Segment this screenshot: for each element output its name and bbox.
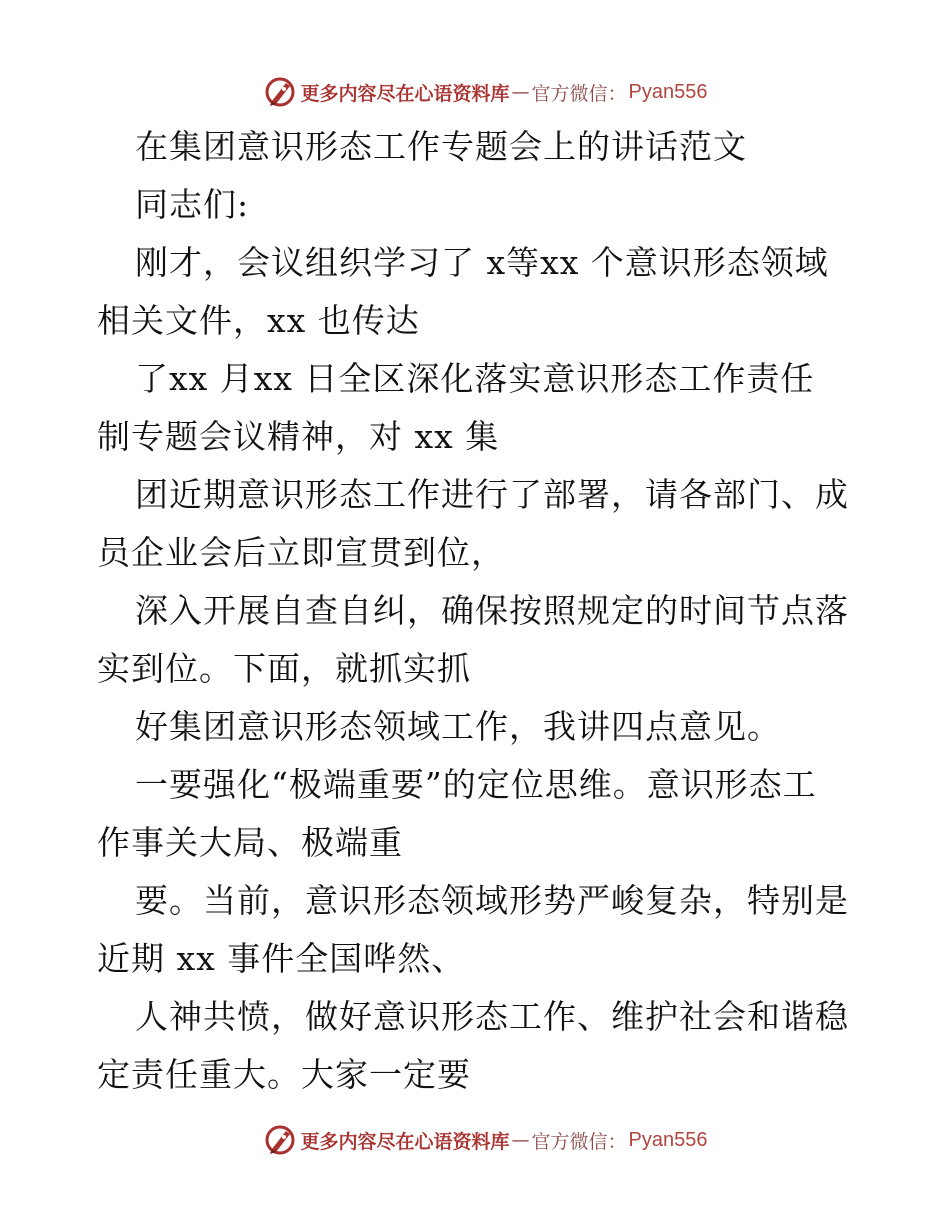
banner-wechat-id: Pyan556 [628, 80, 708, 103]
pen-logo-icon [263, 75, 297, 109]
text-line: 深入开展自查自纠，确保按照规定的时间节点落 [135, 591, 849, 630]
text-line: 好集团意识形态领域工作，我讲四点意见。 [135, 707, 781, 746]
banner-wechat-label: 官方微信： [531, 1130, 627, 1153]
banner-site-text: 更多内容尽在心语资料库 [300, 82, 510, 105]
text-line: 员企业会后立即宣贯到位， [97, 533, 505, 572]
text-line: 团近期意识形态工作进行了部署，请各部门、成 [135, 475, 849, 514]
text-line: 定责任重大。大家一定要 [97, 1055, 471, 1094]
text-line: 相关文件，xx 也传达 [97, 301, 420, 340]
pen-logo-icon [263, 1123, 297, 1157]
text-line: 一要强化“极端重要”的定位思维。意识形态工 [135, 765, 817, 804]
text-line: 人神共愤，做好意识形态工作、维护社会和谐稳 [135, 997, 849, 1036]
banner-site-text: 更多内容尽在心语资料库 [300, 1130, 510, 1153]
text-line: 近期 xx 事件全国哗然、 [97, 939, 466, 978]
text-line: 刚才，会议组织学习了 x等xx 个意识形态领域 [135, 243, 829, 282]
banner-dash: — [511, 1129, 530, 1151]
banner-dash: — [511, 81, 530, 103]
text-line: 要。当前，意识形态领域形势严峻复杂，特别是 [135, 881, 849, 920]
text-line: 作事关大局、极端重 [97, 823, 403, 862]
text-line: 实到位。下面，就抓实抓 [97, 649, 471, 688]
text-line: 了xx 月xx 日全区深化落实意识形态工作责任 [135, 359, 815, 398]
banner-wechat-label: 官方微信： [531, 82, 627, 105]
salutation: 同志们: [135, 185, 250, 224]
header-watermark-banner [0, 72, 950, 112]
text-line: 制专题会议精神，对 xx 集 [97, 417, 500, 456]
document-body [97, 118, 857, 1104]
document-title: 在集团意识形态工作专题会上的讲话范文 [135, 127, 747, 166]
banner-wechat-id: Pyan556 [628, 1128, 708, 1151]
footer-watermark-banner [0, 1120, 950, 1160]
